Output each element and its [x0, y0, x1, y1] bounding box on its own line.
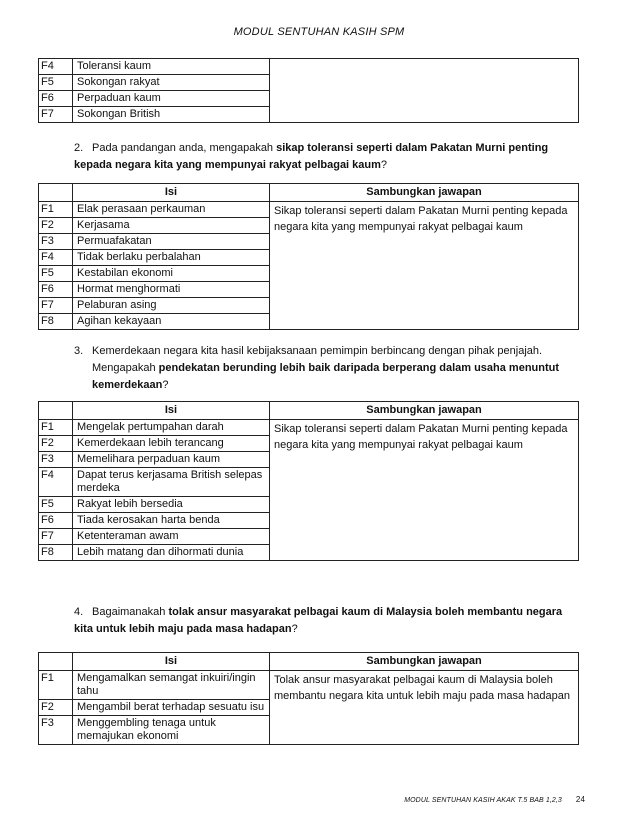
- row-code: F7: [39, 529, 73, 545]
- answer-cell: Sikap toleransi seperti dalam Pakatan Murni penting kepada negara kita yang mempunyai rakyat pelbagai kaum: [270, 420, 579, 561]
- table-row: [39, 671, 579, 700]
- row-code: F3: [39, 452, 73, 468]
- table-row: [39, 420, 579, 436]
- row-text: Sokongan British: [73, 107, 270, 123]
- page-number: 24: [575, 795, 585, 804]
- row-code: F7: [39, 107, 73, 123]
- question-2: 2. Pada pandangan anda, mengapakah sikap toleransi seperti dalam Pakatan Murni penting kepada negara kita yang mempunyai rakyat pelbagai kaum?: [74, 142, 549, 171]
- row-code: F1: [39, 671, 73, 700]
- question-3: 3. Kemerdekaan negara kita hasil kebijaksanaan pemimpin berbincang dengan pihak penjajah. Mengapakah pendekatan berunding lebih baik daripada berperang dalam usaha menuntut kemerdekaan?: [74, 345, 560, 391]
- table-row: [39, 202, 579, 218]
- row-code: F3: [39, 716, 73, 745]
- row-code: F8: [39, 314, 73, 330]
- table-header-row: [39, 402, 579, 420]
- question-text: Pada pandangan anda, mengapakah: [92, 142, 277, 154]
- question-emphasis: pendekatan berunding lebih baik daripada berperang dalam usaha menuntut kemerdekaan: [92, 362, 560, 391]
- row-text: Menggembling tenaga untuk memajukan ekonomi: [73, 716, 270, 745]
- row-code: F4: [39, 468, 73, 497]
- row-code: F7: [39, 298, 73, 314]
- row-code: F8: [39, 545, 73, 561]
- row-text: Kerjasama: [73, 218, 270, 234]
- row-text: Tiada kerosakan harta benda: [73, 513, 270, 529]
- column-header-isi: Isi: [73, 653, 270, 671]
- row-text: Toleransi kaum: [73, 59, 270, 75]
- row-code: F2: [39, 218, 73, 234]
- question-text: Kemerdekaan negara kita hasil kebijaksanaan pemimpin berbincang dengan pihak penjajah.: [92, 345, 543, 357]
- page-footer: [0, 795, 585, 804]
- row-code: F6: [39, 91, 73, 107]
- column-header-sambungan: Sambungkan jawapan: [270, 402, 579, 420]
- question-emphasis: tolak ansur masyarakat pelbagai kaum di Malaysia boleh membantu negara kita untuk lebih maju pada masa hadapan: [74, 606, 563, 635]
- row-text: Agihan kekayaan: [73, 314, 270, 330]
- row-code: F3: [39, 234, 73, 250]
- row-code: F6: [39, 282, 73, 298]
- column-header-sambungan: Sambungkan jawapan: [270, 184, 579, 202]
- row-code: F4: [39, 59, 73, 75]
- column-header-isi: Isi: [73, 402, 270, 420]
- footer-text: MODUL SENTUHAN KASIH AKAK T.5 BAB 1,2,3: [404, 797, 562, 804]
- row-text: Mengelak pertumpahan darah: [73, 420, 270, 436]
- row-text: Pelaburan asing: [73, 298, 270, 314]
- row-text: Ketenteraman awam: [73, 529, 270, 545]
- answer-cell: Sikap toleransi seperti dalam Pakatan Murni penting kepada negara kita yang mempunyai rakyat pelbagai kaum: [270, 202, 579, 330]
- row-code: F2: [39, 700, 73, 716]
- row-text: Perpaduan kaum: [73, 91, 270, 107]
- table-continued: [38, 58, 579, 123]
- row-code: F6: [39, 513, 73, 529]
- table-question-2: [38, 183, 579, 330]
- row-code: F5: [39, 75, 73, 91]
- row-code: F5: [39, 266, 73, 282]
- row-code: F1: [39, 202, 73, 218]
- row-text: Mengambil berat terhadap sesuatu isu: [73, 700, 270, 716]
- row-code: F2: [39, 436, 73, 452]
- row-text: Hormat menghormati: [73, 282, 270, 298]
- row-text: Sokongan rakyat: [73, 75, 270, 91]
- row-code: F5: [39, 497, 73, 513]
- row-code: F1: [39, 420, 73, 436]
- column-header-isi: Isi: [73, 184, 270, 202]
- question-4: 4. Bagaimanakah tolak ansur masyarakat pelbagai kaum di Malaysia boleh membantu negara kita untuk lebih maju pada masa hadapan?: [74, 606, 563, 635]
- column-header-sambungan: Sambungkan jawapan: [270, 653, 579, 671]
- table-question-4: [38, 652, 579, 745]
- row-text: Mengamalkan semangat inkuiri/ingin tahu: [73, 671, 270, 700]
- question-number: 2.: [74, 142, 84, 154]
- table-header-row: [39, 653, 579, 671]
- row-text: Lebih matang dan dihormati dunia: [73, 545, 270, 561]
- row-text: Permuafakatan: [73, 234, 270, 250]
- row-text: Elak perasaan perkauman: [73, 202, 270, 218]
- row-text: Tidak berlaku perbalahan: [73, 250, 270, 266]
- row-code: F4: [39, 250, 73, 266]
- table-question-3: [38, 401, 579, 561]
- table-header-row: [39, 184, 579, 202]
- table-row: [39, 59, 579, 75]
- row-text: Dapat terus kerjasama British selepas merdeka: [73, 468, 270, 497]
- row-text: Memelihara perpaduan kaum: [73, 452, 270, 468]
- answer-cell: Tolak ansur masyarakat pelbagai kaum di Malaysia boleh membantu negara kita untuk lebih maju pada masa hadapan: [270, 671, 579, 745]
- row-text: Rakyat lebih bersedia: [73, 497, 270, 513]
- question-number: 3.: [74, 345, 84, 357]
- question-emphasis: sikap toleransi seperti dalam Pakatan Murni penting kepada negara kita yang mempunyai rakyat pelbagai kaum: [74, 142, 549, 171]
- page-header: MODUL SENTUHAN KASIH SPM: [233, 26, 405, 38]
- row-text: Kemerdekaan lebih terancang: [73, 436, 270, 452]
- question-number: 4.: [74, 606, 84, 618]
- row-text: Kestabilan ekonomi: [73, 266, 270, 282]
- answer-cell: [270, 59, 579, 123]
